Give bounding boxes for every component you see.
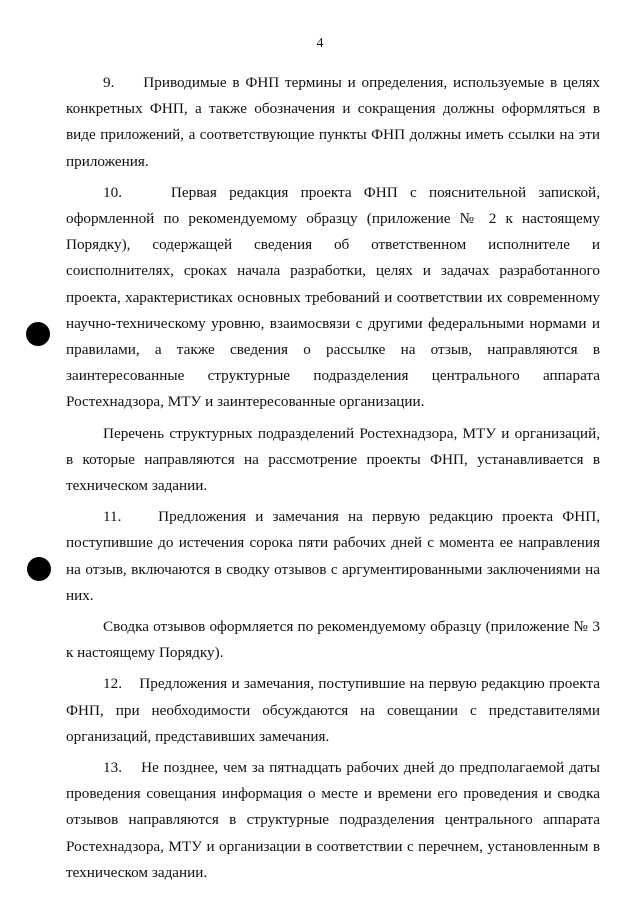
paragraph-reviews-summary: Сводка отзывов оформляется по рекомендуемому образцу (приложение № 3 к настоящему Порядку). <box>66 618 600 662</box>
punch-hole-mark <box>26 322 50 346</box>
page-number: 4 <box>316 36 324 51</box>
paragraph-11: 11. Предложения и замечания на первую редакцию проекта ФНП, поступившие до истечения сорока пяти рабочих дней с момента ее направления на отзыв, включаются в сводку отзывов с аргументированными заключениями на них. <box>66 508 600 604</box>
paragraph-12: 12. Предложения и замечания, поступившие на первую редакцию проекта ФНП, при необходимости обсуждаются на совещании с представителями организаций, представивших замечания. <box>66 675 600 745</box>
paragraph-10: 10. Первая редакция проекта ФНП с пояснительной запиской, оформленной по рекомендуемому образцу (приложение № 2 к настоящему Порядку), содержащей сведения об ответственном исполнителе и соисполнителях, сроках начала разработки, целях и задачах разработанного проекта, характеристиках основных требований и соответствии их современному научно-техническому уровню, взаимосвязи с другими федеральными нормами и правилами, а также сведения о рассылке на отзыв, направляются в заинтересованные структурные подразделения центрального аппарата Ростехнадзора, МТУ и заинтересованные организации. <box>66 183 600 411</box>
paragraph-13: 13. Не позднее, чем за пятнадцать рабочих дней до предполагаемой даты проведения совещания информация о месте и времени его проведения и сводка отзывов направляются в структурные подразделения центрального аппарата Ростехнадзора, МТУ и организации в соответствии с перечнем, установленным в техническом задании. <box>66 759 600 881</box>
document-body <box>66 70 600 891</box>
paragraph-structural-units-list: Перечень структурных подразделений Ростехнадзора, МТУ и организаций, в которые направляются на рассмотрение проекты ФНП, устанавливается в техническом задании. <box>66 424 600 495</box>
punch-hole-mark <box>27 557 51 581</box>
paragraph-9: 9. Приводимые в ФНП термины и определения, используемые в целях конкретных ФНП, а также обозначения и сокращения должны оформляться в виде приложений, а соответствующие пункты ФНП должны иметь ссылки на эти приложения. <box>66 74 600 170</box>
